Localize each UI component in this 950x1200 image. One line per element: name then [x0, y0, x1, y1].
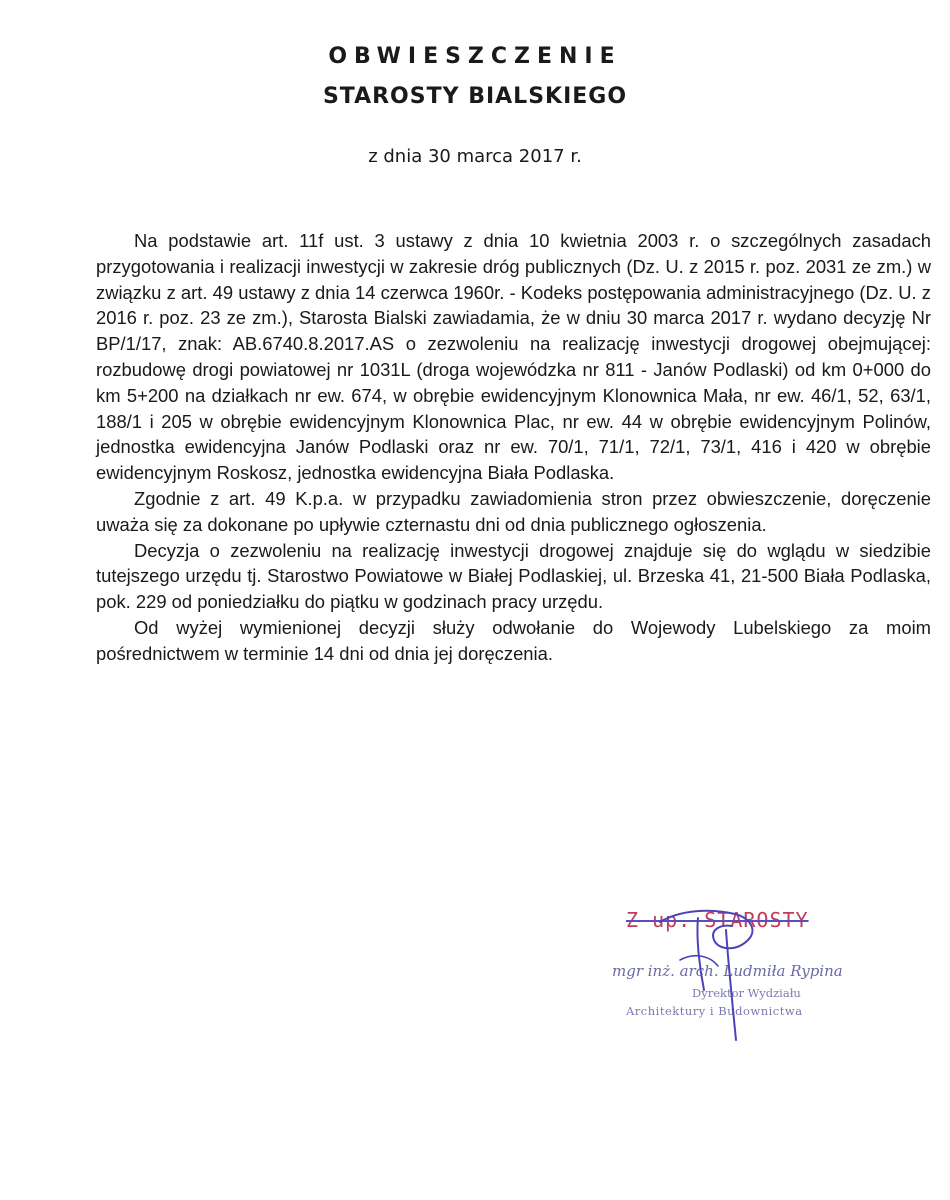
paragraph-legal-basis: Na podstawie art. 11f ust. 3 ustawy z dnia 10 kwietnia 2003 r. o szczególnych zasadach przygotowania i realizacji inwestycji w zakresie dróg publicznych (Dz. U. z 2015 r. poz. 2031 ze zm.) w związku z art. 49 ustawy z dnia 14 czerwca 1960r. - Kodeks postępowania administracyjnego (Dz. U. z 2016 r. poz. 23 ze zm.), Starosta Bialski zawiadamia, że w dniu 30 marca 2017 r. wydano decyzję Nr BP/1/17, znak: AB.6740.8.2017.AS o zezwoleniu na realizację inwestycji drogowej obejmującej: rozbudowę drogi powiatowej nr 1031L (droga wojewódzka nr 811 - Janów Podlaski) od km 0+000 do km 5+200 na działkach nr ew. 674, w obrębie ewidencyjnym Klonownica Mała, nr ew. 46/1, 52, 63/1, 188/1 i 205 w obrębie ewidencyjnym Klonownica Plac, nr ew. 44 w obrębie ewidencyjnym Polinów, jednostka ewidencyjna Janów Podlaski oraz nr ew. 70/1, 71/1, 72/1, 73/1, 416 i 420 w obrębie ewidencyjnym Roskosz, jednostka ewidencyjna Biała Podlaska.: [96, 230, 931, 484]
stamp-department: Architektury i Budownictwa: [626, 1004, 803, 1018]
stamp-signatory-name: mgr inż. arch. Ludmiła Rypina: [612, 962, 843, 980]
stamp-authority: Z up. STAROSTY: [626, 908, 809, 932]
document-body: [96, 228, 931, 667]
stamp-position: Dyrektor Wydziału: [692, 986, 801, 1000]
paragraph-delivery: Zgodnie z art. 49 K.p.a. w przypadku zawiadomienia stron przez obwieszczenie, doręczenie uważa się za dokonane po upływie czternastu dni od dnia publicznego ogłoszenia.: [96, 487, 931, 535]
paragraph-inspection: Decyzja o zezwoleniu na realizację inwestycji drogowej znajduje się do wglądu w siedzibie tutejszego urzędu tj. Starostwo Powiatowe w Białej Podlaskiej, ul. Brzeska 41, 21-500 Biała Podlaska, pok. 229 od poniedziałku do piątku w godzinach pracy urzędu.: [96, 539, 931, 613]
document-subtitle: STAROSTY BIALSKIEGO: [322, 84, 628, 109]
paragraph-appeal: Od wyżej wymienionej decyzji służy odwołanie do Wojewody Lubelskiego za moim pośrednictwem w terminie 14 dni od dnia jej doręczenia.: [96, 616, 931, 664]
handwritten-signature-icon: [640, 900, 780, 1050]
document-date: z dnia 30 marca 2017 r.: [368, 146, 582, 167]
document-title: OBWIESZCZENIE: [328, 44, 622, 69]
